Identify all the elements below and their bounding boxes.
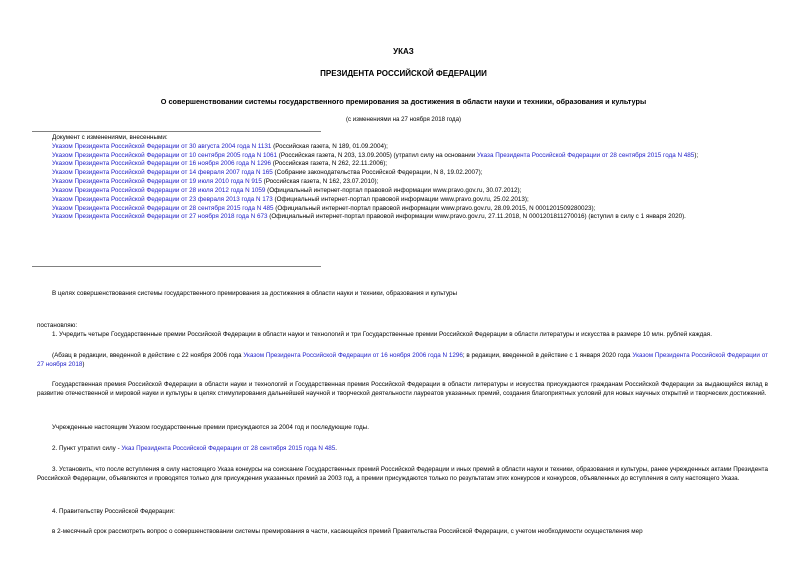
preamble: В целях совершенствования системы государственного премирования за достижения в области науки и техники, образования и культуры <box>52 290 458 297</box>
amendment-item: Указом Президента Российской Федерации от 14 февраля 2007 года N 165 (Собрание законодательства Российской Федерации, N 8, 19.02.2007); <box>52 169 483 177</box>
paragraph-3: Учрежденные настоящим Указом государственные премии присуждаются за 2004 год и последующие годы. <box>52 424 369 431</box>
doc-subtitle: ПРЕЗИДЕНТА РОССИЙСКОЙ ФЕДЕРАЦИИ <box>320 69 487 78</box>
paragraph-5: 3. Установить, что после вступления в силу настоящего Указа конкурсы на соискание Государственных премий Российской Федерации и иных премий в области науки и техники, образования и культуры, ранее учрежденных актами Президента Российской Федерации, объявляются и проводятся только для присуждения указанных премий за 2003 год, а премии присуждаются только по результатам этих конкурсов и конкурсов, объявленных до вступления в силу настоящего Указа. <box>37 466 768 482</box>
amendment-link[interactable]: Указом Президента Российской Федерации от 23 февраля 2013 года N 173 <box>52 195 273 203</box>
amendment-item: Указом Президента Российской Федерации от 28 июля 2012 года N 1059 (Официальный интернет-портал правовой информации www.pravo.gov.ru, 30.07.2012); <box>52 186 522 194</box>
paragraph-1-note: (Абзац в редакции, введенной в действие с 22 ноября 2006 года Указом Президента Российской Федерации от 16 ноября 2006 года N 1296; в редакции, введенной в действие с 1 января 2020 года Указом Президента Российской Федерации от 27 ноября 2018) <box>37 352 768 368</box>
paragraph-1: 1. Учредить четыре Государственные премии Российской Федерации в области науки и технологий и три Государственные премии Российской Федерации в области литературы и искусства в размере 10 млн. рублей каждая. <box>52 331 712 338</box>
amendment-link[interactable]: Указом Президента Российской Федерации от 10 сентября 2005 года N 1061 <box>52 151 278 159</box>
top-divider <box>32 131 321 132</box>
amendment-item: Указом Президента Российской Федерации от 30 августа 2004 года N 1131 (Российская газета, N 189, 01.09.2004); <box>52 142 388 150</box>
note-link-2018[interactable]: Указом Президента Российской Федерации от 27 ноября 2018 <box>37 352 768 368</box>
amendments-list <box>52 134 767 222</box>
doc-heading: О совершенствовании системы государственного премирования за достижения в области науки и техники, образования и культуры <box>160 97 647 106</box>
amendment-item: Указом Президента Российской Федерации от 28 сентября 2015 года N 485 (Официальный интернет-портал правовой информации www.pravo.gov.ru, 28.09.2015, N 0001201509280023); <box>52 204 596 212</box>
amendment-item: Указом Президента Российской Федерации от 10 сентября 2005 года N 1061 (Российская газета, N 203, 13.09.2005) (утратил силу на основании Указа Президента Российской Федерации от 28 сентября 2015 года N 485); <box>52 151 699 159</box>
amendment-link[interactable]: Указом Президента Российской Федерации от 16 ноября 2006 года N 1296 <box>52 160 272 168</box>
amendment-item: Указом Президента Российской Федерации от 16 ноября 2006 года N 1296 (Российская газета, N 262, 22.11.2006); <box>52 160 388 168</box>
amendments-intro: Документ с изменениями, внесенными: <box>52 134 168 141</box>
decree-word: постановляю: <box>37 322 78 329</box>
repeal-link[interactable]: Указ Президента Российской Федерации от 28 сентября 2015 года N 485 <box>121 445 336 452</box>
amendment-link[interactable]: Указом Президента Российской Федерации от 28 июля 2012 года N 1059 <box>52 186 266 194</box>
paragraph-4: 2. Пункт утратил силу - Указ Президента Российской Федерации от 28 сентября 2015 года N 485. <box>52 445 337 452</box>
paragraph-2: Государственная премия Российской Федерации в области науки и технологий и Государственная премия Российской Федерации в области литературы и искусства присуждаются гражданам Российской Федерации за выдающийся вклад в развитие отечественной и мировой науки и культуры в целях стимулирования дальнейшей научной и творческой деятельности лауреатов указанных премий, создания благоприятных условий для новых научных открытий и творческих достижений. <box>37 381 768 397</box>
amendment-item: Указом Президента Российской Федерации от 27 ноября 2018 года N 673 (Официальный интернет-портал правовой информации www.pravo.gov.ru, 27.11.2018, N 0001201811270016) (вступил в силу с 1 января 2020). <box>52 213 686 221</box>
doc-title: УКАЗ <box>393 47 414 56</box>
amendment-item: Указом Президента Российской Федерации от 23 февраля 2013 года N 173 (Официальный интернет-портал правовой информации www.pravo.gov.ru, 25.02.2013); <box>52 195 529 203</box>
amendment-link[interactable]: Указом Президента Российской Федерации от 30 августа 2004 года N 1131 <box>52 142 272 150</box>
amendment-link[interactable]: Указом Президента Российской Федерации от 14 февраля 2007 года N 165 <box>52 169 273 177</box>
amendment-link[interactable]: Указом Президента Российской Федерации от 19 июля 2010 года N 915 <box>52 178 262 186</box>
paragraph-6: 4. Правительству Российской Федерации: <box>52 508 175 515</box>
bottom-divider <box>32 266 321 267</box>
amendment-link[interactable]: Указа Президента Российской Федерации от 28 сентября 2015 года N 485 <box>477 151 695 159</box>
revision-note: (с изменениями на 27 ноября 2018 года) <box>346 116 461 123</box>
amendment-link[interactable]: Указом Президента Российской Федерации от 27 ноября 2018 года N 673 <box>52 213 268 221</box>
paragraph-7: в 2-месячный срок рассмотреть вопрос о совершенствовании системы премирования в части, касающейся премий Правительства Российской Федерации, с учетом необходимости осуществления мер <box>52 528 643 535</box>
amendment-link[interactable]: Указом Президента Российской Федерации от 28 сентября 2015 года N 485 <box>52 204 274 212</box>
note-link-2006[interactable]: Указом Президента Российской Федерации от 16 ноября 2006 года N 1296 <box>243 352 463 359</box>
amendment-item: Указом Президента Российской Федерации от 19 июля 2010 года N 915 (Российская газета, N 162, 23.07.2010); <box>52 178 379 186</box>
